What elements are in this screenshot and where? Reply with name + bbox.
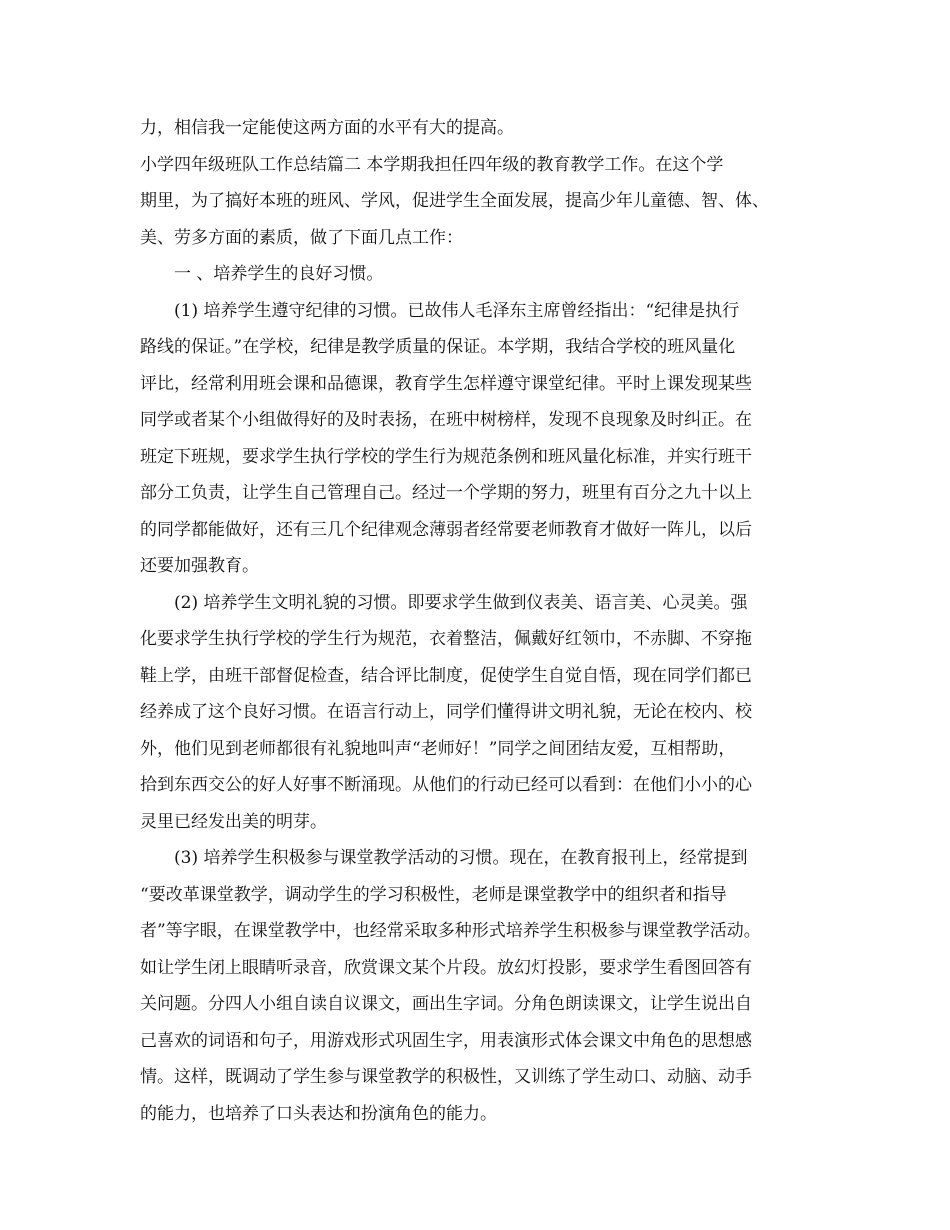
text-line: 化要求学生执行学校的学生行为规范，衣着整洁，佩戴好红领巾，不赤脚、不穿拖 — [140, 629, 752, 649]
text-line: 同学或者某个小组做得好的及时表扬，在班中树榜样，发现不良现象及时纠正。在 — [140, 410, 752, 430]
text-line: 还要加强教育。 — [140, 556, 259, 576]
text-line: (3) 培养学生积极参与课堂教学活动的习惯。现在，在教育报刊上，经常提到 — [174, 848, 748, 868]
text-line: 鞋上学，由班干部督促检查，结合评比制度，促使学生自觉自悟，现在同学们都已 — [140, 665, 752, 686]
text-line: 的能力，也培养了口头表达和扮演角色的能力。 — [140, 1103, 497, 1124]
text-line: 评比，经常利用班会课和品德课，教育学生怎样遵守课堂纪律。平时上课发现某些 — [140, 373, 752, 394]
document-body — [140, 110, 830, 1132]
text-line: 美、劳多方面的素质，做了下面几点工作： — [140, 227, 463, 248]
text-line: 如让学生闭上眼睛听录音，欣赏课文某个片段。放幻灯投影，要求学生看图回答有 — [140, 957, 752, 978]
text-line: 力，相信我一定能使这两方面的水平有大的提高。 — [140, 118, 514, 138]
text-line: (2) 培养学生文明礼貌的习惯。即要求学生做到仪表美、语言美、心灵美。强 — [174, 592, 748, 613]
text-line: 的同学都能做好，还有三几个纪律观念薄弱者经常要老师教育才做好一阵儿，以后 — [140, 519, 752, 540]
text-line: 部分工负责，让学生自己管理自己。经过一个学期的努力，班里有百分之九十以上 — [140, 483, 752, 503]
text-line: “要改革课堂教学，调动学生的学习积极性，老师是课堂教学中的组织者和指导 — [140, 884, 727, 905]
text-line: 班定下班规，要求学生执行学校的学生行为规范条例和班风量化标准，并实行班干 — [140, 446, 752, 467]
text-line: 己喜欢的词语和句子，用游戏形式巩固生字，用表演形式体会课文中角色的思想感 — [140, 1030, 752, 1051]
text-line: 期里，为了搞好本班的班风、学风，促进学生全面发展，提高少年儿童德、智、体、 — [140, 191, 769, 211]
text-line: 灵里已经发出美的明芽。 — [140, 811, 327, 832]
text-line: (1) 培养学生遵守纪律的习惯。已故伟人毛泽东主席曾经指出：“纪律是执行 — [174, 300, 740, 321]
text-line: 路线的保证。”在学校，纪律是教学质量的保证。本学期，我结合学校的班风量化 — [140, 337, 736, 357]
text-line: 小学四年级班队工作总结篇二 本学期我担任四年级的教育教学工作。在这个学 — [140, 154, 724, 175]
text-line: 拾到东西交公的好人好事不断涌现。从他们的行动已经可以看到：在他们小小的心 — [140, 775, 752, 795]
text-line: 一 、培养学生的良好习惯。 — [174, 264, 384, 284]
text-line: 关问题。分四人小组自读自议课文，画出生字词。分角色朗读课文，让学生说出自 — [140, 994, 752, 1014]
text-line: 经养成了这个良好习惯。在语言行动上，同学们懂得讲文明礼貌，无论在校内、校 — [140, 702, 752, 722]
text-line: 外，他们见到老师都很有礼貌地叫声“老师好！”同学之间团结友爱，互相帮助， — [140, 738, 736, 759]
text-line: 情。这样，既调动了学生参与课堂教学的积极性，又训练了学生动口、动脑、动手 — [140, 1067, 752, 1087]
text-line: 者”等字眼，在课堂教学中，也经常采取多种形式培养学生积极参与课堂教学活动。 — [140, 921, 761, 941]
